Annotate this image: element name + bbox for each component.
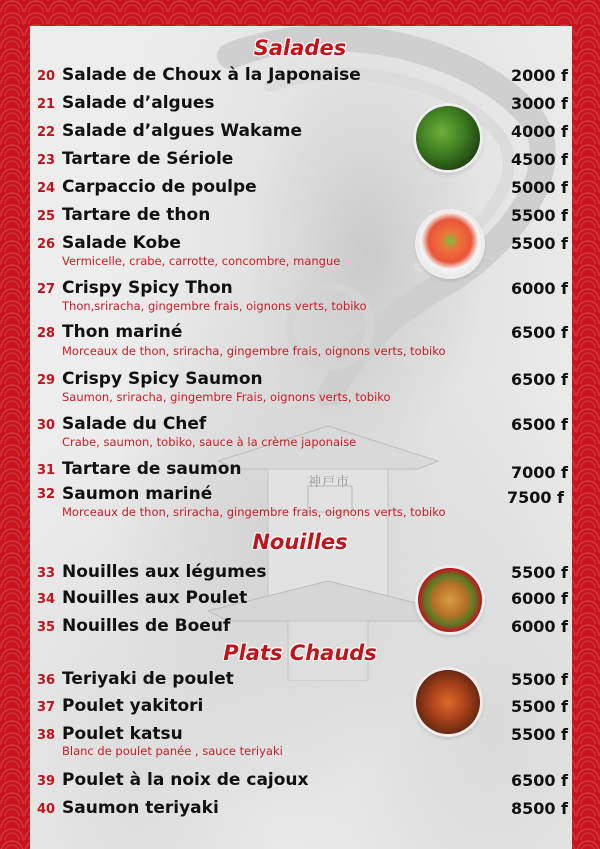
- item-name: Teriyaki de poulet: [62, 669, 234, 689]
- item-price: 6000 f: [510, 279, 568, 298]
- menu-item: [0, 723, 600, 763]
- item-number: 33: [37, 566, 56, 581]
- item-number: 25: [37, 209, 56, 224]
- section-title-salades: Salades: [253, 36, 347, 60]
- item-name: Salade d’algues Wakame: [62, 121, 303, 141]
- item-price: 5500 f: [510, 234, 568, 253]
- item-price: 4500 f: [510, 150, 568, 169]
- menu-item: [0, 458, 600, 482]
- item-price: 6500 f: [510, 771, 568, 790]
- item-number: 20: [37, 69, 56, 84]
- item-name: Saumon teriyaki: [62, 798, 219, 818]
- item-description: Crabe, saumon, tobiko, sauce à la crème japonaise: [62, 435, 357, 449]
- item-price: 7000 f: [510, 463, 568, 482]
- item-price: 5500 f: [510, 563, 568, 582]
- item-price: 5000 f: [510, 178, 568, 197]
- temple-sign: 神戸市: [308, 475, 351, 490]
- item-description: Saumon, sriracha, gingembre Frais, oignons verts, tobiko: [62, 390, 391, 404]
- item-name: Crispy Spicy Saumon: [62, 369, 263, 389]
- menu-item: [0, 64, 600, 88]
- item-price: 5500 f: [510, 670, 568, 689]
- item-price: 4000 f: [510, 122, 568, 141]
- item-number: 22: [37, 125, 56, 140]
- section-title-plats-chauds: Plats Chauds: [223, 641, 377, 665]
- item-price: 5500 f: [510, 697, 568, 716]
- item-name: Tartare de saumon: [62, 459, 242, 479]
- item-number: 40: [37, 802, 56, 817]
- item-price: 2000 f: [510, 66, 568, 85]
- item-number: 28: [37, 326, 56, 341]
- item-price: 3000 f: [510, 94, 568, 113]
- menu-item: [0, 484, 600, 524]
- item-description: Vermicelle, crabe, carrotte, concombre, mangue: [62, 254, 341, 268]
- item-name: Saumon mariné: [62, 484, 213, 504]
- item-name: Salade d’algues: [62, 93, 215, 113]
- item-number: 27: [37, 282, 56, 297]
- item-price: 6500 f: [510, 370, 568, 389]
- item-price: 6500 f: [510, 323, 568, 342]
- menu-item: [0, 769, 600, 793]
- menu-item: [0, 321, 600, 361]
- menu-item: [0, 120, 600, 144]
- menu-item: [0, 561, 600, 585]
- item-price: 8500 f: [510, 799, 568, 818]
- item-description: Thon,sriracha, gingembre frais, oignons verts, tobiko: [62, 299, 367, 313]
- section-title-nouilles: Nouilles: [252, 530, 348, 554]
- item-number: 29: [37, 373, 56, 388]
- item-price: 6000 f: [510, 617, 568, 636]
- item-description: Morceaux de thon, sriracha, gingembre frais, oignons verts, tobiko: [62, 505, 446, 519]
- item-name: Poulet katsu: [62, 724, 183, 744]
- menu-item: [0, 176, 600, 200]
- item-name: Crispy Spicy Thon: [62, 278, 233, 298]
- item-number: 37: [37, 700, 56, 715]
- item-name: Nouilles aux légumes: [62, 562, 267, 582]
- item-number: 38: [37, 728, 56, 743]
- item-number: 21: [37, 97, 56, 112]
- menu-item: [0, 232, 600, 272]
- item-description: Morceaux de thon, sriracha, gingembre frais, oignons verts, tobiko: [62, 344, 446, 358]
- menu-item: [0, 668, 600, 692]
- item-number: 34: [37, 592, 56, 607]
- item-number: 32: [37, 487, 56, 502]
- item-name: Salade du Chef: [62, 414, 207, 434]
- menu-item: [0, 148, 600, 172]
- item-number: 31: [37, 463, 56, 478]
- item-number: 30: [37, 418, 56, 433]
- item-price: 6500 f: [510, 415, 568, 434]
- menu-item: [0, 413, 600, 453]
- item-name: Salade Kobe: [62, 233, 181, 253]
- item-number: 39: [37, 774, 56, 789]
- item-name: Nouilles aux Poulet: [62, 588, 248, 608]
- item-number: 23: [37, 153, 56, 168]
- menu-item: [0, 92, 600, 116]
- item-name: Poulet yakitori: [62, 696, 204, 716]
- menu-item: [0, 587, 600, 611]
- item-number: 36: [37, 673, 56, 688]
- item-number: 35: [37, 620, 56, 635]
- menu-item: [0, 615, 600, 639]
- item-price: 7500 f: [506, 488, 564, 507]
- item-name: Poulet à la noix de cajoux: [62, 770, 309, 790]
- item-number: 24: [37, 181, 56, 196]
- menu-item: [0, 797, 600, 821]
- item-description: Blanc de poulet panée , sauce teriyaki: [62, 744, 283, 758]
- menu-item: [0, 368, 600, 408]
- item-name: Nouilles de Boeuf: [62, 616, 231, 636]
- item-name: Thon mariné: [62, 322, 183, 342]
- item-number: 26: [37, 237, 56, 252]
- item-price: 5500 f: [510, 206, 568, 225]
- item-name: Carpaccio de poulpe: [62, 177, 257, 197]
- item-name: Salade de Choux à la Japonaise: [62, 65, 361, 85]
- item-price: 6000 f: [510, 589, 568, 608]
- item-name: Tartare de thon: [62, 205, 211, 225]
- menu-item: [0, 277, 600, 317]
- menu-item: [0, 695, 600, 719]
- item-name: Tartare de Sériole: [62, 149, 234, 169]
- menu-item: [0, 204, 600, 228]
- item-price: 5500 f: [510, 725, 568, 744]
